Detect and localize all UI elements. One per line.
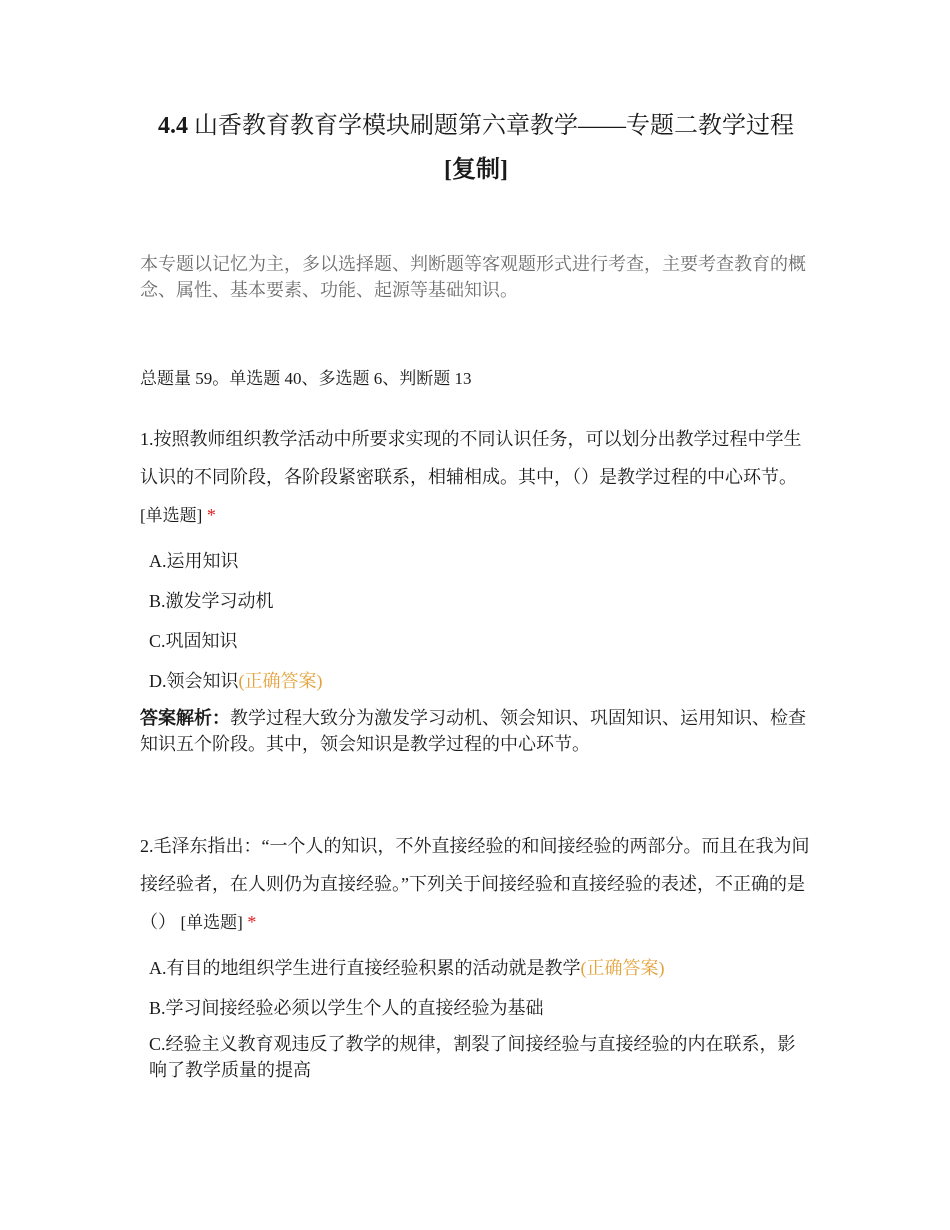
- analysis-label: 答案解析：: [140, 708, 230, 728]
- option-label: D.领会知识: [149, 671, 239, 691]
- question-text: 1.按照教师组织教学活动中所要求实现的不同认识任务，可以划分出教学过程中学生认识的不同阶段，各阶段紧密联系，相辅相成。其中，（）是教学过程的中心环节。: [140, 429, 802, 487]
- analysis-text: 教学过程大致分为激发学习动机、领会知识、巩固知识、运用知识、检查知识五个阶段。其中，领会知识是教学过程的中心环节。: [140, 708, 806, 754]
- option-list: [140, 541, 812, 701]
- title-text: 山香教育教育学模块刷题第六章教学——专题二教学过程: [194, 113, 794, 139]
- correct-answer-tag: (正确答案): [238, 671, 323, 691]
- question-stem: [140, 827, 812, 942]
- option-label: B.学习间接经验必须以学生个人的直接经验为基础: [149, 998, 544, 1018]
- question-type: [单选题]: [180, 913, 243, 932]
- option-d[interactable]: [149, 661, 812, 701]
- option-label: A.有目的地组织学生进行直接经验积累的活动就是教学: [149, 958, 581, 978]
- title-number: 4.4: [158, 113, 188, 139]
- required-mark: *: [206, 505, 216, 525]
- option-label: C.经验主义教育观违反了教学的规律，割裂了间接经验与直接经验的内在联系，影响了教学质量的提高: [149, 1034, 796, 1080]
- question-type: [单选题]: [140, 506, 203, 525]
- required-mark: *: [247, 912, 257, 932]
- option-b[interactable]: [149, 988, 812, 1028]
- option-label: A.运用知识: [149, 551, 239, 571]
- question-2: [140, 827, 812, 1083]
- option-a[interactable]: [149, 541, 812, 581]
- question-summary: 总题量 59。单选题 40、多选题 6、判断题 13: [140, 369, 472, 388]
- answer-analysis: [140, 705, 812, 757]
- copy-tag: [复制]: [444, 157, 508, 183]
- option-list: [140, 948, 812, 1083]
- correct-answer-tag: (正确答案): [580, 958, 665, 978]
- question-stem: [140, 420, 812, 535]
- question-text: 2.毛泽东指出：“一个人的知识，不外直接经验的和间接经验的两部分。而且在我为间接经验者，在人则仍为直接经验。”下列关于间接经验和直接经验的表述，不正确的是（）: [140, 836, 810, 932]
- option-b[interactable]: [149, 581, 812, 621]
- page-title: [140, 104, 812, 192]
- option-label: C.巩固知识: [149, 631, 238, 651]
- question-1: [140, 420, 812, 757]
- option-label: B.激发学习动机: [149, 591, 274, 611]
- option-a[interactable]: [149, 948, 812, 988]
- intro-text: 本专题以记忆为主，多以选择题、判断题等客观题形式进行考查，主要考查教育的概念、属性、基本要素、功能、起源等基础知识。: [140, 254, 806, 300]
- option-c[interactable]: [149, 621, 812, 661]
- option-c[interactable]: [149, 1028, 812, 1083]
